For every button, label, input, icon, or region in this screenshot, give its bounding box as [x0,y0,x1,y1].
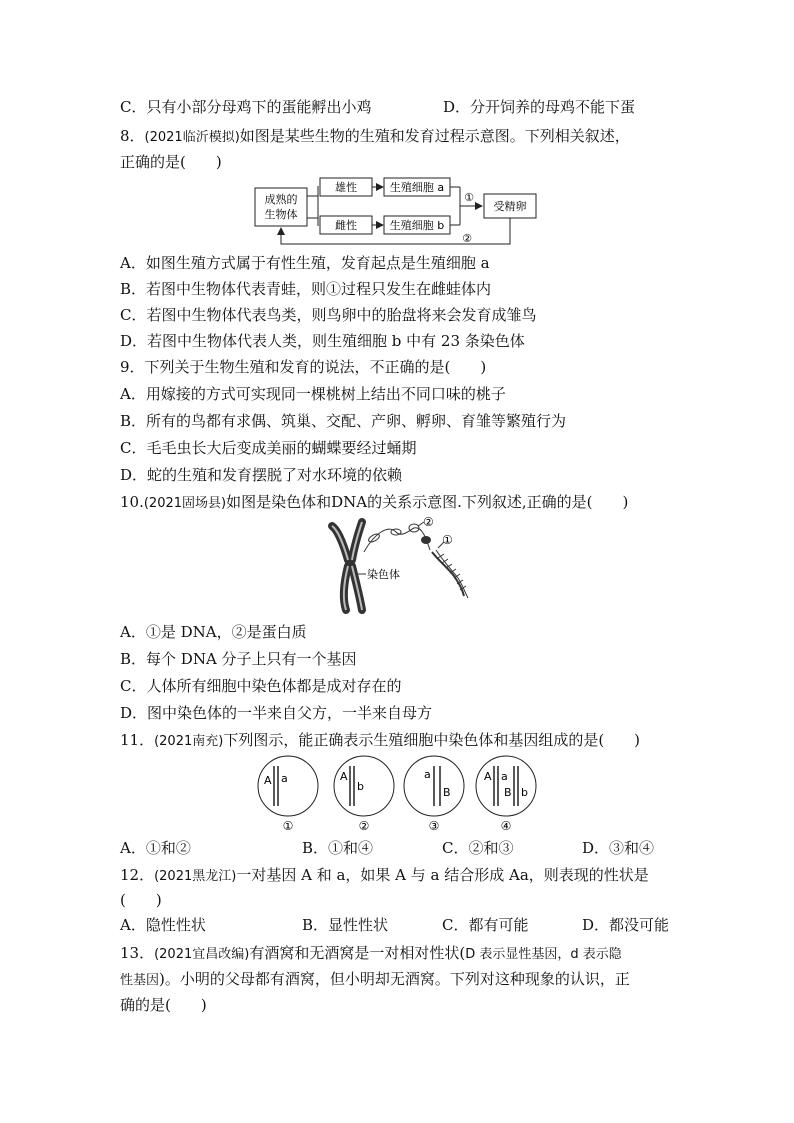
q12-option-a: A．隐性性状 [120,916,206,934]
dna-strand-line [364,528,430,552]
q12-answer-blank: ( ) [120,891,162,909]
q8-option-b: B．若图中生物体代表青蛙，则①过程只发生在雌蛙体内 [120,280,492,298]
q8-option-a: A．如图生殖方式属于有性生殖，发育起点是生殖细胞 a [120,254,490,272]
q12-stem [120,865,649,887]
cell-3-gene-a: a [424,768,431,781]
q13-stem-line3: 确的是( ) [120,996,207,1014]
q7-option-c: C．只有小部分母鸡下的蛋能孵出小鸡 [120,98,372,116]
female-label: 雌性 [335,219,357,232]
q11-option-a: A．①和② [120,839,191,857]
q9-option-d: D．蛇的生殖和发育摆脱了对水环境的依赖 [120,466,403,484]
chromosome-label: 染色体 [367,568,400,581]
q13-stem-text-2: )。小明的父母都有酒窝，但小明却无酒窝。下列对这种现象的认识，正 [159,970,630,988]
q9-option-a: A．用嫁接的方式可实现同一棵桃树上结出不同口味的桃子 [120,385,506,403]
q11-stem-text: 下列图示，能正确表示生殖细胞中染色体和基因组成的是( ) [223,731,641,749]
q11-number: 11． [120,731,155,749]
q8-option-c: C．若图中生物体代表鸟类，则鸟卵中的胎盘将来会发育成雏鸟 [120,306,537,324]
reproduction-diagram [250,172,550,252]
q13-stem-line2 [120,969,630,991]
cell-1-gene-a-upper: A [264,774,272,787]
q12-option-b: B．显性性状 [302,916,389,934]
q10-stem-text: 如图是染色体和DNA的关系示意图.下列叙述,正确的是( ) [226,493,629,511]
q13-note-cont: 性基因 [120,973,160,988]
marker-1-label: ① [442,533,453,547]
q12-option-d: D．都没可能 [582,916,670,934]
cell-1-label: ① [282,819,294,833]
q10-number: 10. [120,493,144,511]
male-label: 雄性 [335,181,357,194]
cell-3-gene-B: B [443,786,451,799]
q7-option-d: D．分开饲养的母鸡不能下蛋 [443,98,636,116]
mature-organism-label-2: 生物体 [264,208,298,221]
q12-stem-text: 一对基因 A 和 a，如果 A 与 a 结合形成 Aa，则表现的性状是 [236,866,649,884]
cell-4-gene-A: A [484,770,492,783]
cell-2 [334,756,394,816]
protein-bead [421,536,431,544]
step-2-label: ② [462,232,472,245]
q8-source: (2021临沂模拟) [144,130,240,145]
step-1-label: ① [464,191,474,204]
q8-option-d: D．若图中生物体代表人类，则生殖细胞 b 中有 23 条染色体 [120,332,525,350]
q8-stem [120,126,630,148]
cell-3-label: ③ [428,819,440,833]
q9-stem: 9．下列关于生物生殖和发育的说法，不正确的是( ) [120,358,487,376]
cell-2-gene-b: b [357,780,364,793]
q11-option-c: C．②和③ [442,839,514,857]
q10-stem [120,492,628,514]
fertilized-egg-label: 受精卵 [493,200,527,213]
q12-source: (2021黑龙江) [154,869,237,884]
q10-option-b: B．每个 DNA 分子上只有一个基因 [120,650,357,668]
q12-option-c: C．都有可能 [442,916,529,934]
q10-option-a: A．①是 DNA，②是蛋白质 [120,623,307,641]
cell-4-gene-a: a [501,770,508,783]
q10-source: (2021固场县) [143,496,227,511]
germ-cell-b-label: 生殖细胞 b [389,219,445,232]
cell-4-gene-B: B [504,786,512,799]
cell-4-gene-b: b [521,786,528,799]
germ-cell-diagram [254,754,554,836]
mature-organism-label-1: 成熟的 [264,193,298,206]
q11-source: (2021南充) [154,734,224,749]
q8-number: 8． [120,127,145,145]
chromosome-dna-diagram [318,516,478,616]
cell-1-gene-a-lower: a [281,772,288,785]
cell-2-label: ② [358,819,370,833]
germ-cell-a-label: 生殖细胞 a [389,181,445,194]
marker-2-label: ② [423,516,434,529]
q13-stem [120,943,622,965]
q11-stem [120,730,640,752]
q13-number: 13． [120,944,155,962]
q13-source: (2021宜昌改编) [154,947,250,962]
q9-option-b: B．所有的鸟都有求偶、筑巢、交配、产卵、孵卵、育雏等繁殖行为 [120,412,567,430]
q11-option-d: D．③和④ [582,839,655,857]
q11-option-b: B．①和④ [302,839,374,857]
q13-note: D 表示显性基因，d 表示隐 [465,947,622,962]
q13-stem-text: 有酒窝和无酒窝是一对相对性状( [249,944,466,962]
q8-stem-text: 如图是某些生物的生殖和发育过程示意图。下列相关叙述， [239,127,630,145]
cell-2-gene-A: A [340,770,348,783]
q9-option-c: C．毛毛虫长大后变成美丽的蝴蝶要经过蛹期 [120,439,417,457]
q12-number: 12． [120,866,155,884]
cell-4-label: ④ [500,819,512,833]
q10-option-d: D．图中染色体的一半来自父方，一半来自母方 [120,704,433,722]
q8-stem-line2: 正确的是( ) [120,153,222,171]
q10-option-c: C．人体所有细胞中染色体都是成对存在的 [120,677,402,695]
